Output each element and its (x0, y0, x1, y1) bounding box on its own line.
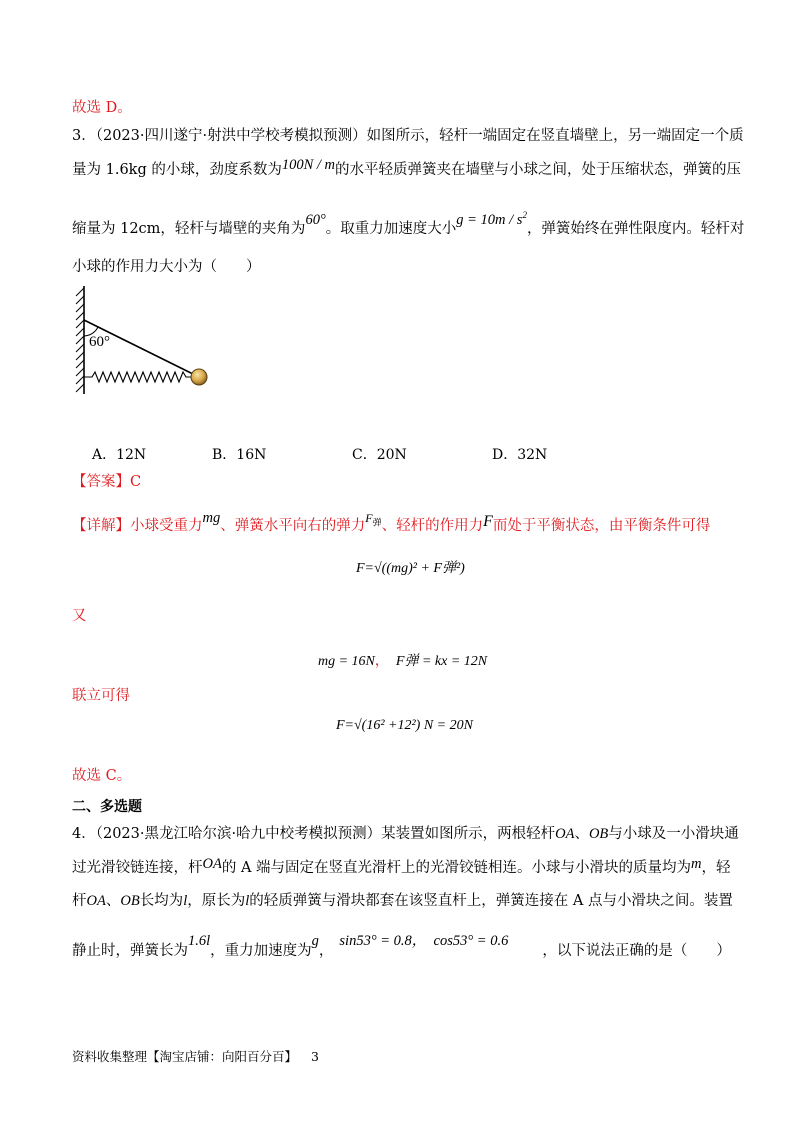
q3-line3-text-a: 缩量为 12cm，轻杆与墙壁的夹角为 (72, 220, 306, 237)
q4-line3-text-d: 的轻质弹簧与滑块都套在该竖直杆上，弹簧连接在 A 点与小滑块之间。装置 (249, 893, 733, 909)
q4-ob: OB (588, 826, 609, 842)
q3-line-3 (72, 210, 745, 239)
q4-mass-m: m (691, 856, 702, 872)
combine-text: 联立可得 (72, 688, 130, 704)
q3-line3-text-c: ，弹簧始终在弹性限度内。轻杆对 (526, 220, 745, 237)
spring-constant-math: 100N / m (281, 157, 336, 173)
angle-math: 60° (305, 211, 326, 228)
figure-angle-label: 60° (89, 334, 110, 350)
detail-text-b: 、弹簧水平向右的弹力 (220, 518, 366, 534)
detail-f-sub: 弹 (372, 517, 382, 528)
footer-text: 资料收集整理【淘宝店铺：向阳百分百】 (72, 1049, 298, 1064)
q4-length-l2: l (245, 893, 250, 909)
q3-line-1: 3．（2023·四川遂宁·射洪中学校考模拟预测）如图所示，轻杆一端固定在竖直墙壁上，另一端固定一个质 (72, 128, 744, 144)
page-number: 3 (311, 1049, 319, 1064)
conclusion: 故选 C。 (72, 768, 132, 784)
detail-text-a: 小球受重力 (130, 518, 203, 534)
q4-oa-3: OA (86, 893, 106, 909)
equation-2a: mg = 16N (318, 654, 375, 669)
equation-1: F=√((mg)² + F弹²) (356, 561, 465, 576)
detail-f-rod: F (483, 513, 493, 530)
detail-mg: mg (202, 510, 221, 526)
q4-line-2 (72, 858, 731, 878)
q4-line4-text-b: ，重力加速度为 (210, 943, 312, 959)
q4-line4-text-d: ，以下说法正确的是（ ） (542, 943, 731, 959)
prev-answer: 故选 D。 (72, 100, 132, 116)
equation-2-separator: ， (374, 654, 389, 669)
section-title: 二、多选题 (72, 799, 142, 815)
q4-oa-2: OA (202, 856, 222, 872)
q4-line1-text-b: 与小球及一小滑块通 (608, 826, 739, 842)
q4-line4-text-c: ， (318, 943, 334, 959)
equation-3: F=√(16² +12²) N = 20N (336, 718, 473, 733)
detail-f-spring (365, 511, 382, 528)
ball (191, 369, 207, 385)
q4-line-3 (72, 891, 733, 911)
page-footer (72, 1047, 319, 1065)
q4-line4-text-a: 静止时，弹簧长为 (72, 943, 188, 959)
spring (84, 372, 191, 382)
gravity-value: g = 10m / s (456, 211, 523, 228)
q4-sep-3: 、 (105, 893, 121, 909)
detail-text-d: 而处于平衡状态，由平衡条件可得 (492, 518, 711, 534)
answer-line (72, 472, 141, 492)
q4-line2-text-a: 过光滑铰链连接，杆 (72, 860, 203, 876)
q3-line-2 (72, 157, 742, 180)
option-d: D．32N (492, 447, 548, 463)
answer-label: 【答案】 (72, 474, 130, 490)
q4-sep-1: 、 (574, 826, 589, 842)
q4-line3-text-a: 杆 (72, 893, 87, 909)
q3-line3-text-b: 。取重力加速度大小 (325, 220, 457, 237)
detail-text-c: 、轻杆的作用力 (381, 518, 484, 534)
answer-value: C (130, 474, 142, 490)
detail-line (72, 510, 711, 540)
physics-figure (70, 284, 220, 399)
q4-line1-text-a: 4．（2023·黑龙江哈尔滨·哈九中校考模拟预测）某装置如图所示，两根轻杆 (72, 826, 556, 842)
q4-line-4 (72, 933, 731, 961)
q4-line2-text-c: ，轻 (701, 860, 731, 876)
detail-label: 【详解】 (72, 518, 130, 534)
wall-hatching (76, 288, 84, 392)
q4-trig-values: sin53° = 0.8， cos53° = 0.6 (339, 933, 509, 949)
q4-ob-3: OB (120, 893, 140, 909)
q4-oa: OA (555, 826, 575, 842)
equation-2 (318, 650, 487, 670)
q4-line2-text-b: 的 A 端与固定在竖直光滑杆上的光滑铰链相连。小球与小滑块的质量均为 (221, 860, 692, 876)
q4-line3-text-c: ，原长为 (187, 893, 246, 909)
gravity-exponent: 2 (522, 210, 527, 220)
option-a: A．12N (92, 447, 147, 463)
gravity-math (456, 212, 527, 228)
equation-2b: F弹 = kx = 12N (395, 654, 488, 669)
option-c: C．20N (352, 447, 407, 463)
q3-line2-text-a: 量为 1.6kg 的小球，劲度系数为 (72, 162, 282, 178)
q4-length-l: l (183, 893, 188, 909)
detail-f-symbol: F (365, 511, 373, 525)
q3-line-4: 小球的作用力大小为（ ） (72, 259, 261, 275)
q4-gravity-g: g (311, 933, 319, 949)
option-b: B．16N (212, 447, 267, 463)
q4-spring-length: 1.6l (188, 933, 211, 949)
q4-line3-text-b: 长均为 (139, 893, 184, 909)
q3-line2-text-b: 的水平轻质弹簧夹在墙壁与小球之间，处于压缩状态，弹簧的压 (335, 162, 742, 178)
q4-line-1 (72, 824, 739, 844)
also-text: 又 (72, 608, 87, 624)
